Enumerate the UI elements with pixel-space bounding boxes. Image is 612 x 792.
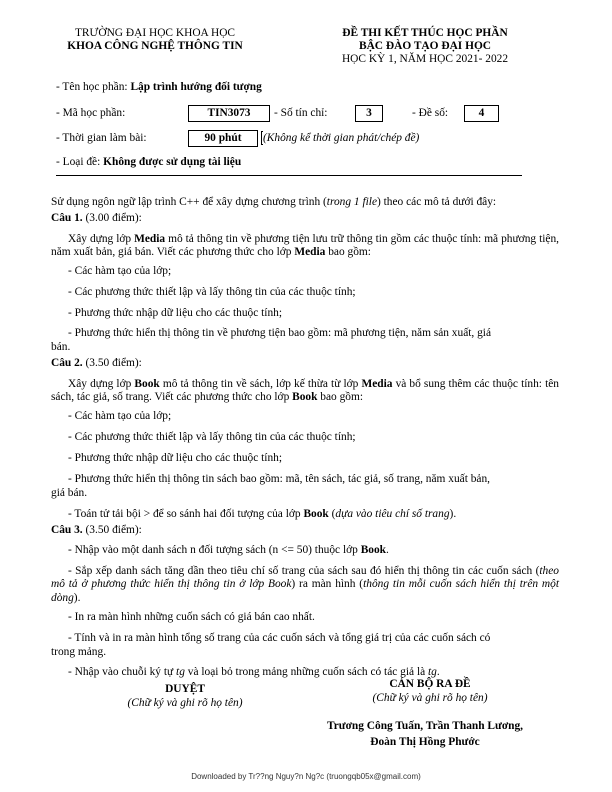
q2-item-2: - Các phương thức thiết lập và lấy thông tin của các thuộc tính; (68, 431, 356, 443)
text: bao gồm: (325, 246, 371, 259)
question-1-heading (51, 212, 559, 225)
school-header (40, 27, 270, 53)
exam-type-row (56, 156, 241, 168)
approval-note: (Chữ ký và ghi rõ họ tên) (127, 697, 243, 709)
course-code-box: TIN3073 (188, 105, 270, 122)
q3-item-1 (68, 544, 559, 557)
class-name: Media (361, 378, 393, 390)
class-name: Media (134, 233, 166, 245)
q3-item-4b: trong mảng. (51, 646, 107, 658)
q2-points: (3.50 điểm): (82, 357, 142, 369)
course-label: - Tên học phần: (56, 81, 128, 93)
q2-item-3: - Phương thức nhập dữ liệu cho các thuộc tính; (68, 452, 283, 464)
q2-item-4b: giá bán. (51, 487, 88, 499)
exam-level: BẬC ĐÀO TẠO ĐẠI HỌC (358, 40, 492, 52)
class-name: Book (292, 391, 318, 404)
intro-text-end: ) theo các mô tả dưới đây: (377, 196, 497, 208)
intro-paragraph (51, 196, 559, 209)
school-name: TRƯỜNG ĐẠI HỌC KHOA HỌC (74, 27, 236, 39)
exam-type-label: - Loại đề: (56, 156, 101, 168)
faculty-name: KHOA CÔNG NGHỆ THÔNG TIN (67, 40, 243, 52)
time-box: 90 phút (188, 130, 258, 147)
emphasis: thông tin mỗi cuốn sách hiển thị trên một dòng (51, 578, 560, 604)
exam-number-box: 4 (464, 105, 499, 122)
exam-header (305, 27, 545, 66)
intro-text: Sử dụng ngôn ngữ lập trình C++ để xây dựng chương trình ( (51, 196, 327, 208)
time-note (261, 132, 419, 144)
text: - Nhập vào chuỗi ký tự (68, 666, 177, 678)
text: và loại bỏ trong mảng những cuốn sách có tác giả là (184, 666, 429, 678)
exam-type-value: Không được sử dụng tài liệu (103, 156, 242, 168)
q3-title: Câu 3. (51, 524, 83, 536)
q3-item-2 (51, 565, 559, 605)
class-name: Book (134, 378, 160, 390)
author-names-line-1: Trương Công Tuấn, Trần Thanh Lương, (326, 720, 524, 732)
text: . (436, 666, 440, 678)
q1-item-1: - Các hàm tạo của lớp; (68, 265, 172, 277)
text: bao gồm: (317, 391, 364, 404)
course-value: Lập trình hướng đối tượng (130, 81, 262, 93)
emphasis: tg (428, 666, 437, 678)
author-note: (Chữ ký và ghi rõ họ tên) (372, 692, 488, 704)
exam-semester: HỌC KỲ 1, NĂM HỌC 2021- 2022 (341, 53, 509, 65)
intro-emphasis: trong 1 file (326, 196, 377, 208)
credits-box: 3 (355, 105, 383, 122)
q1-item-3: - Phương thức nhập dữ liệu cho các thuộc tính; (68, 307, 283, 319)
q2-item-5 (68, 508, 559, 521)
text: - Sắp xếp danh sách tăng dần theo tiêu chí số trang của sách sau đó hiển thị thông tin các cuốn sách ( (68, 565, 540, 577)
class-name: Book (360, 544, 387, 556)
course-name-row (56, 81, 262, 93)
text: - Nhập vào một danh sách n đối tượng sách (n <= 50) thuộc lớp (68, 544, 361, 556)
emphasis: theo mô tả ở phương thức hiển thị thông tin ở lớp Book (51, 565, 559, 591)
question-1-paragraph (51, 233, 559, 260)
q2-title: Câu 2. (51, 357, 83, 369)
author-title: CÁN BỘ RA ĐỀ (389, 678, 471, 690)
q3-item-3: - In ra màn hình những cuốn sách có giá bán cao nhất. (68, 611, 315, 623)
q2-item-4a: - Phương thức hiển thị thông tin sách bao gồm: mã, tên sách, tác giả, số trang, năm xuất bản, (68, 473, 491, 485)
text: mô tả thông tin về phương tiện lưu trữ thông tin gồm các thuộc tính: mã phương tiện, năm xuất bản, giá bán. Viết các phương thức cho lớp (51, 233, 559, 259)
author-names (290, 718, 560, 750)
text: và bổ sung thêm các thuộc tính: tên sách, tác giả, số trang. Viết các phương thức cho lớp (51, 378, 559, 404)
question-2-heading (51, 357, 559, 370)
divider-line (56, 175, 522, 176)
emphasis: dựa vào tiêu chí số trang (335, 508, 450, 520)
course-code-label: - Mã học phần: (56, 107, 126, 119)
text: ). (73, 591, 81, 604)
q1-points: (3.00 điểm): (82, 212, 142, 224)
q3-points: (3.50 điểm): (82, 524, 142, 536)
q1-title: Câu 1. (51, 212, 83, 224)
download-footer: Downloaded by Tr??ng Nguy?n Ng?c (truongqb05x@gmail.com) (191, 772, 421, 781)
class-name: Media (294, 246, 326, 259)
author-signature (330, 677, 530, 705)
text: . (386, 544, 389, 556)
text: - Toán tử tải bội > để so sánh hai đối tượng của lớp (68, 508, 304, 520)
emphasis: tg (176, 666, 185, 678)
class-name: Book (303, 508, 329, 520)
credits-label: - Số tín chỉ: (274, 107, 328, 119)
q2-item-1: - Các hàm tạo của lớp; (68, 410, 172, 422)
question-3-heading (51, 524, 559, 537)
time-label: - Thời gian làm bài: (56, 132, 147, 144)
text: ) ra màn hình ( (291, 578, 364, 591)
text: ). (449, 508, 457, 520)
author-names-line-2: Đoàn Thị Hồng Phước (370, 736, 480, 748)
q1-item-2: - Các phương thức thiết lập và lấy thông tin của các thuộc tính; (68, 286, 356, 298)
text: Xây dựng lớp (68, 378, 135, 390)
text: ( (328, 508, 336, 520)
q1-item-4b: bán. (51, 341, 71, 353)
text: Xây dựng lớp (68, 233, 135, 245)
question-2-paragraph (51, 378, 559, 405)
approval-signature (95, 682, 275, 710)
q3-item-4a: - Tính và in ra màn hình tổng số trang của các cuốn sách và tổng giá trị của các cuốn sách có (68, 632, 491, 644)
exam-number-label: - Đề số: (412, 107, 449, 119)
time-note-text: (Không kể thời gian phát/chép đề) (263, 132, 420, 144)
q1-item-4a: - Phương thức hiển thị thông tin về phương tiện bao gồm: mã phương tiện, năm sản xuất, giá (68, 327, 492, 339)
text: mô tả thông tin về sách, lớp kế thừa từ lớp (159, 378, 362, 390)
approval-title: DUYỆT (165, 683, 205, 695)
exam-title: ĐỀ THI KẾT THÚC HỌC PHẦN (342, 27, 508, 39)
